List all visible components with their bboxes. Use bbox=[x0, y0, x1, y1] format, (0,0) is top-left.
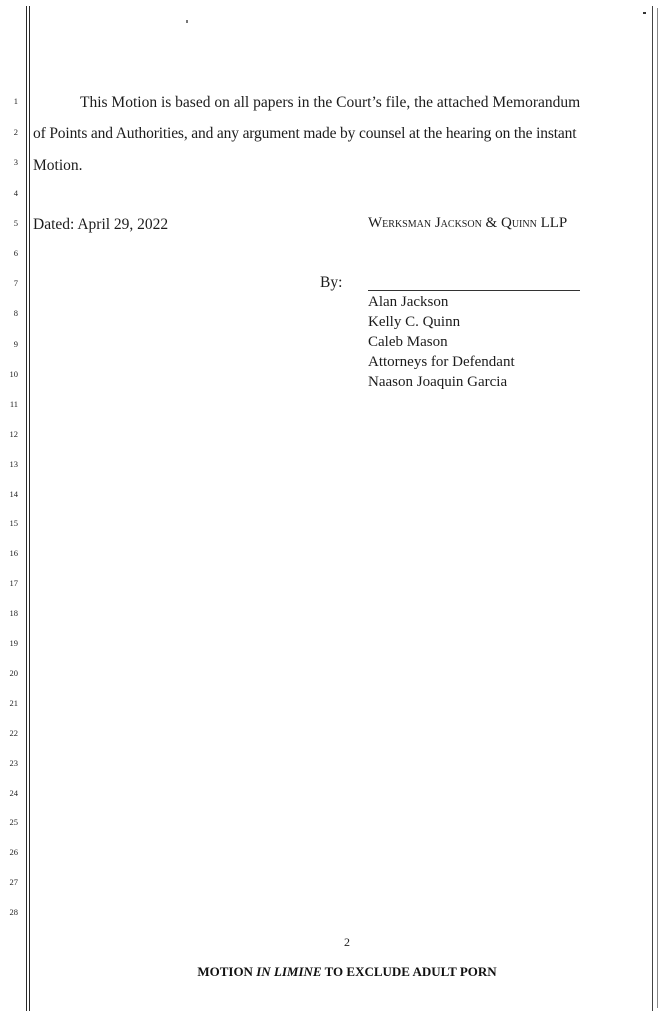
paragraph-line-2: of Points and Authorities, and any argument made by counsel at the hearing on the instant bbox=[33, 125, 577, 142]
paragraph-line-1: This Motion is based on all papers in the Court’s file, the attached Memorandum bbox=[80, 94, 581, 111]
attorney-name: Caleb Mason bbox=[368, 334, 448, 350]
left-margin-rule-inner bbox=[29, 6, 30, 1011]
line-number: 27 bbox=[9, 877, 18, 887]
line-number: 28 bbox=[9, 907, 18, 917]
right-margin-rule bbox=[652, 6, 653, 1011]
line-number: 17 bbox=[9, 578, 18, 588]
line-number: 14 bbox=[9, 489, 18, 499]
line-number: 4 bbox=[13, 188, 18, 198]
scan-speck bbox=[186, 20, 188, 23]
line-number: 1 bbox=[13, 96, 18, 106]
scan-speck bbox=[643, 12, 646, 14]
left-margin-rule bbox=[26, 6, 27, 1011]
date-line: Dated: April 29, 2022 bbox=[33, 216, 169, 233]
line-number: 22 bbox=[9, 728, 18, 738]
document-footer-title bbox=[0, 964, 667, 980]
firm-initial: W bbox=[368, 215, 383, 231]
line-number: 13 bbox=[9, 459, 18, 469]
attorney-role: Attorneys for Defendant bbox=[368, 354, 515, 370]
paragraph-line-3: Motion. bbox=[33, 157, 83, 174]
firm-suffix: LLP bbox=[540, 215, 568, 231]
firm-word: erksman bbox=[382, 216, 432, 231]
line-number: 23 bbox=[9, 758, 18, 768]
firm-word: uinn bbox=[511, 216, 537, 231]
line-number: 11 bbox=[9, 399, 18, 409]
line-number: 6 bbox=[13, 248, 18, 258]
line-number: 16 bbox=[9, 548, 18, 558]
page-number: 2 bbox=[344, 935, 350, 949]
footer-title-suffix: TO EXCLUDE ADULT PORN bbox=[324, 964, 497, 979]
firm-initial: J bbox=[434, 215, 441, 231]
law-firm-name bbox=[368, 215, 567, 232]
client-name: Naason Joaquin Garcia bbox=[368, 374, 508, 390]
firm-ampersand: & bbox=[485, 215, 498, 231]
line-number: 9 bbox=[13, 339, 18, 349]
signature-by-label: By: bbox=[320, 274, 343, 291]
line-number: 19 bbox=[9, 638, 18, 648]
line-number: 7 bbox=[13, 278, 18, 288]
right-margin-rule-outer bbox=[657, 8, 658, 1008]
footer-title-italic: IN LIMINE bbox=[256, 964, 322, 979]
line-number: 10 bbox=[9, 369, 18, 379]
line-number: 2 bbox=[13, 127, 18, 137]
line-number: 21 bbox=[9, 698, 18, 708]
attorney-name: Kelly C. Quinn bbox=[368, 314, 461, 330]
line-number: 20 bbox=[9, 668, 18, 678]
line-number: 5 bbox=[13, 218, 18, 228]
firm-word: ackson bbox=[440, 216, 482, 231]
signature-line bbox=[368, 290, 580, 291]
attorney-name: Alan Jackson bbox=[368, 294, 449, 310]
line-number: 18 bbox=[9, 608, 18, 618]
line-number: 12 bbox=[9, 429, 18, 439]
line-number: 15 bbox=[9, 518, 18, 528]
line-number: 24 bbox=[9, 788, 18, 798]
footer-title-prefix: MOTION bbox=[197, 964, 253, 979]
line-number: 8 bbox=[13, 308, 18, 318]
signature-block bbox=[368, 292, 515, 392]
firm-initial: Q bbox=[500, 215, 512, 231]
line-number: 26 bbox=[9, 847, 18, 857]
line-number: 25 bbox=[9, 817, 18, 827]
line-number: 3 bbox=[13, 157, 18, 167]
